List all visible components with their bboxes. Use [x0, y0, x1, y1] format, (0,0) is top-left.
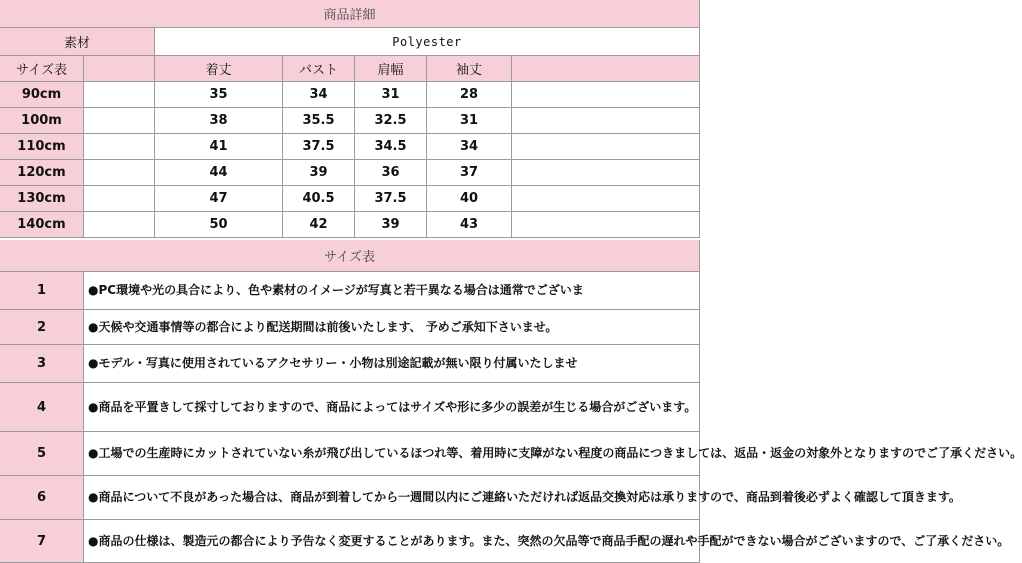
note-number: 2 [0, 310, 84, 345]
measurement-cell: 40 [427, 186, 512, 212]
blank-cell [512, 134, 700, 160]
size-label: 130cm [0, 186, 84, 212]
note-line: ●商品を平置きして採寸しておりますので、商品によってはサイズや形に多少の誤差が生 [88, 399, 566, 414]
note-line: じる場合がございます。 [565, 399, 697, 414]
size-label: 140cm [0, 212, 84, 238]
page-title: 商品詳細 [0, 0, 700, 28]
measurement-cell: 35.5 [283, 108, 355, 134]
measurement-cell: 43 [427, 212, 512, 238]
note-number: 6 [0, 476, 84, 520]
measurement-cell: 31 [427, 108, 512, 134]
column-header: 肩幅 [355, 56, 427, 82]
note-line: ●PC環境や光の具合により、色や素材のイメージが写真と若干異なる場合は通常でございま [88, 283, 584, 297]
column-header: 袖丈 [427, 56, 512, 82]
blank-cell [512, 160, 700, 186]
measurement-cell: 44 [155, 160, 283, 186]
note-text [84, 520, 1010, 563]
note-line: い程度の商品につきましては、返品・返金の対象外となりますのでご了承ください。 [566, 446, 1022, 460]
note-number: 7 [0, 520, 84, 563]
measurement-cell: 28 [427, 82, 512, 108]
note-line: ●商品の仕様は、製造元の都合により予告なく変更することがあります。また、突然の欠 [88, 533, 566, 548]
column-header: バスト [283, 56, 355, 82]
measurement-cell: 34 [283, 82, 355, 108]
measurement-cell: 34 [427, 134, 512, 160]
size-label: 120cm [0, 160, 84, 186]
notes-title: サイズ表 [0, 240, 700, 272]
note-line: ●工場での生産時にカットされていない糸が飛び出しているほつれ等、着用時に支障がな [88, 446, 567, 460]
measurement-cell: 41 [155, 134, 283, 160]
blank-cell [84, 108, 155, 134]
blank-cell [84, 212, 155, 238]
blank-cell [512, 186, 700, 212]
blank-cell [84, 82, 155, 108]
note-text [84, 476, 961, 520]
measurement-cell: 31 [355, 82, 427, 108]
measurement-cell: 35 [155, 82, 283, 108]
measurement-cell: 38 [155, 108, 283, 134]
note-line: ●モデル・写真に使用されているアクセサリー・小物は別途記載が無い限り付属いたしませ [88, 356, 578, 370]
material-label: 素材 [0, 28, 155, 56]
measurement-cell: 32.5 [355, 108, 427, 134]
size-table-label: サイズ表 [0, 56, 84, 82]
measurement-cell: 37 [427, 160, 512, 186]
measurement-cell: 37.5 [355, 186, 427, 212]
note-text [84, 383, 700, 432]
note-line: ば返品交換対応は承りますので、商品到着後必ずよく確認して頂きます。 [566, 490, 961, 504]
blank-cell [84, 56, 155, 82]
blank-cell [84, 186, 155, 212]
note-number: 3 [0, 345, 84, 383]
size-label: 100m [0, 108, 84, 134]
note-line: 品等で商品手配の遅れや手配ができない場合がございますので、ご了承ください。 [565, 533, 1010, 548]
note-text [84, 310, 700, 345]
note-number: 4 [0, 383, 84, 432]
blank-cell [512, 108, 700, 134]
note-number: 1 [0, 272, 84, 310]
measurement-cell: 39 [283, 160, 355, 186]
note-text [84, 272, 700, 310]
measurement-cell: 36 [355, 160, 427, 186]
note-text [84, 432, 1022, 476]
note-number: 5 [0, 432, 84, 476]
blank-cell [84, 134, 155, 160]
measurement-cell: 42 [283, 212, 355, 238]
note-line: ●天候や交通事情等の都合により配送期間は前後いたします、 予めご承知下さいませ。 [88, 319, 558, 334]
blank-cell [84, 160, 155, 186]
material-value: Polyester [155, 28, 700, 56]
note-line: ●商品について不良があった場合は、商品が到着してから一週間以内にご連絡いただけれ [88, 490, 567, 504]
blank-cell [512, 82, 700, 108]
blank-cell [512, 56, 700, 82]
measurement-cell: 50 [155, 212, 283, 238]
measurement-cell: 34.5 [355, 134, 427, 160]
measurement-cell: 39 [355, 212, 427, 238]
measurement-cell: 40.5 [283, 186, 355, 212]
size-label: 90cm [0, 82, 84, 108]
blank-cell [512, 212, 700, 238]
measurement-cell: 37.5 [283, 134, 355, 160]
column-header: 着丈 [155, 56, 283, 82]
measurement-cell: 47 [155, 186, 283, 212]
note-text [84, 345, 700, 383]
size-label: 110cm [0, 134, 84, 160]
